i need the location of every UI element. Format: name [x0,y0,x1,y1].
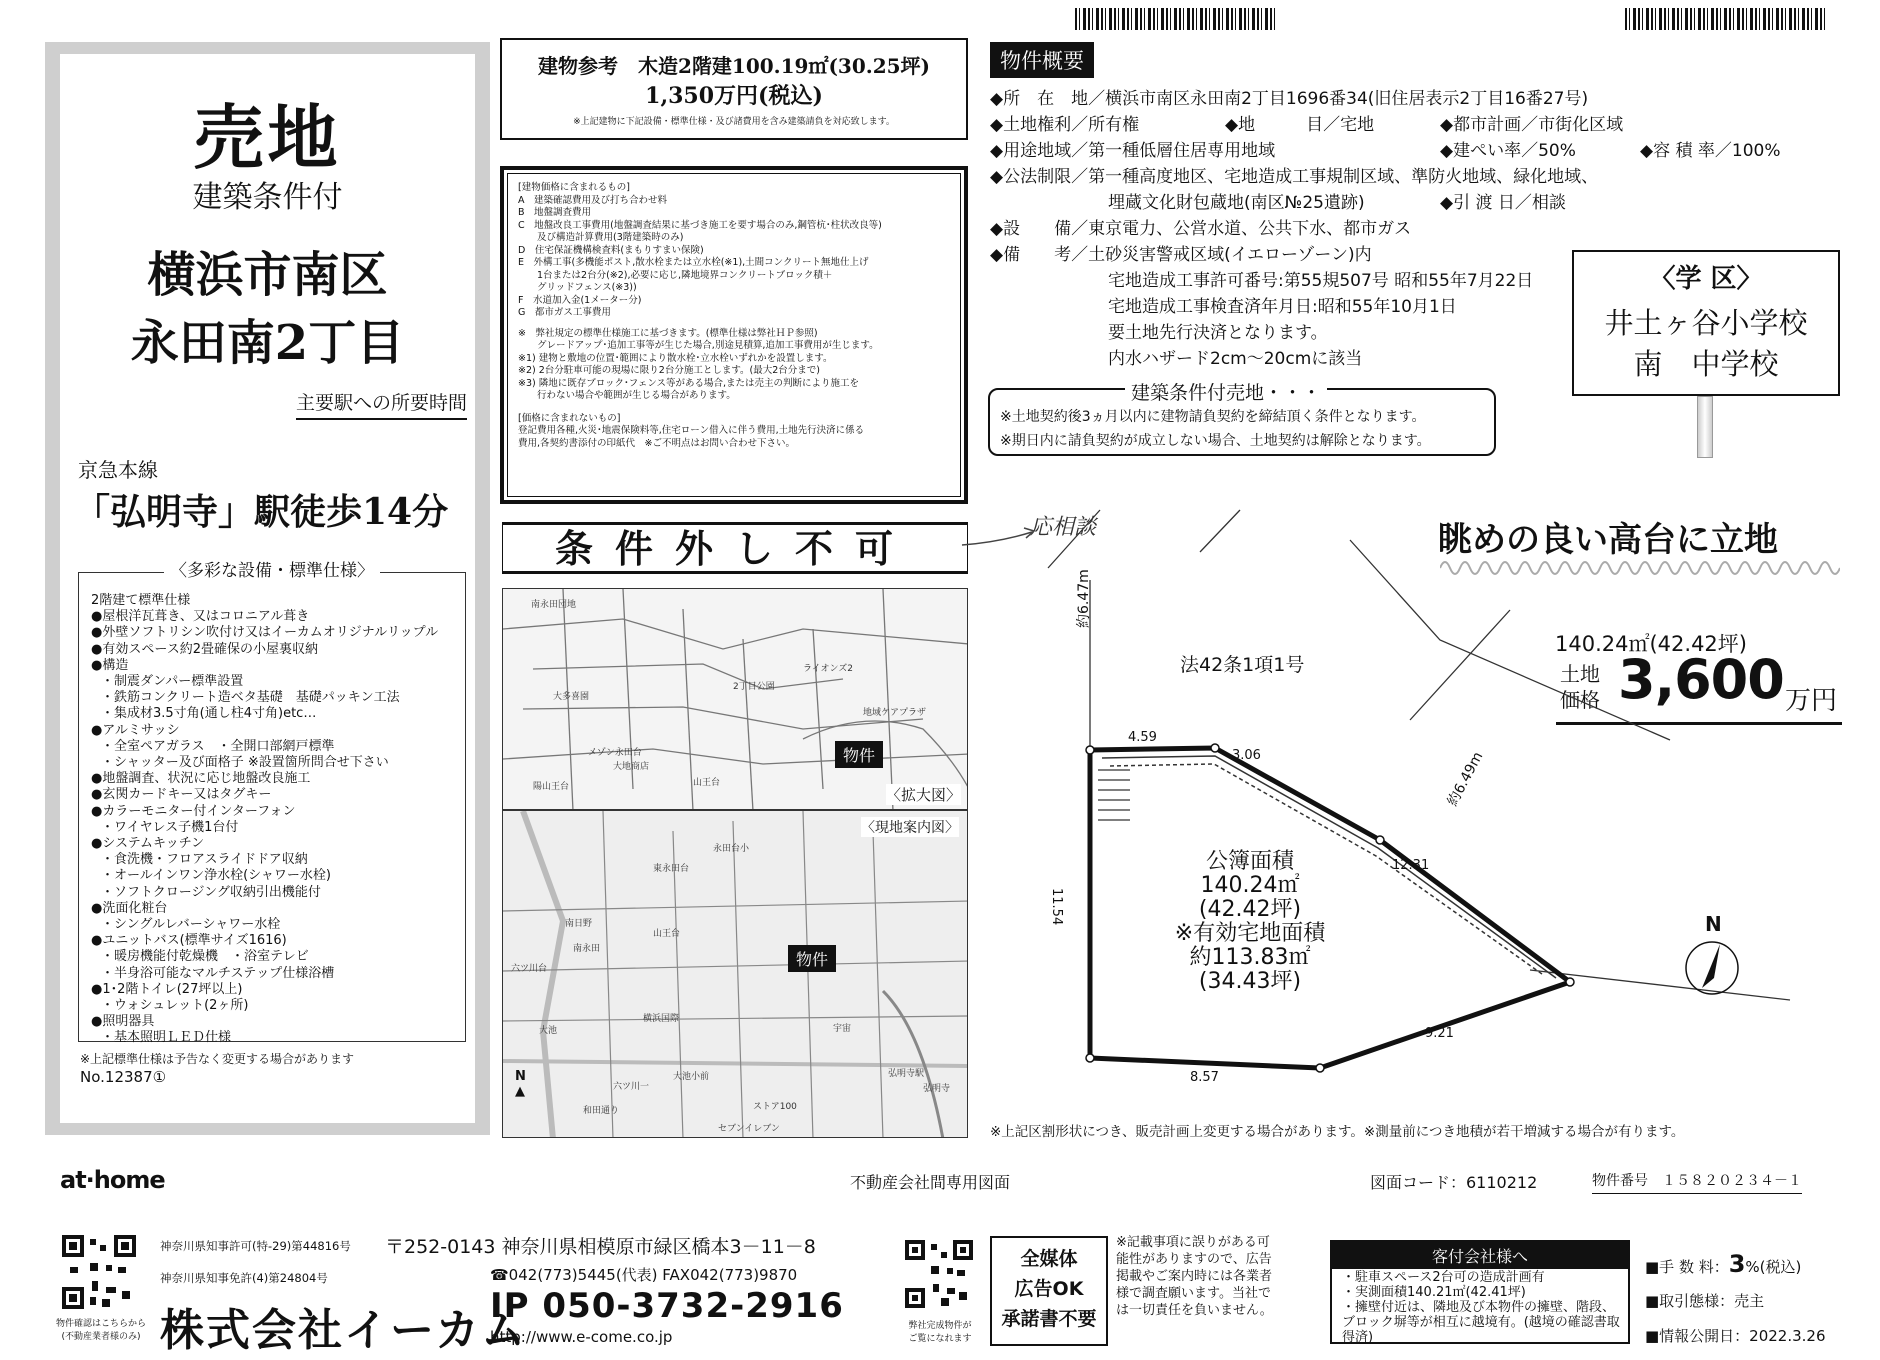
qr-note-right: 弊社完成物件が ご覧になれます [908,1321,972,1344]
map-label: 山王台 [693,778,721,788]
map-label: 弘明寺駅 [888,1069,925,1079]
equipment-box [78,561,466,1046]
included-title: [建物価格に含まれるもの] [518,182,630,193]
qr-code-right [905,1240,973,1308]
overview-line: ◆建ぺい率／50% [1440,141,1576,161]
building-price: 1,350万円(税込) [645,83,823,109]
property-number: 物件番号 １５８２０２３４－１ [1592,1170,1802,1194]
access-title: 主要駅への所要時間 [296,388,467,420]
build-condition-line1: ※土地契約後3ヵ月以内に建物請負契約を締結頂く条件となります。 [1000,409,1426,425]
map-label: 横浜国際 [643,1014,680,1024]
included-item: F 水道加入金(1メーター分) [518,294,642,306]
equipment-item: ●カラーモニター付インターフォン [91,803,296,819]
included-item: C 地盤改良工事費用(地盤調査結果に基づき施工を要す場合のみ,鋼管杭･柱状改良等) [518,219,882,231]
overview-line: 埋蔵文化財包蔵地(南区№25遺跡) [1108,193,1365,213]
company-tel: ☎042(773)5445(代表) FAX042(773)9870 [490,1266,798,1284]
included-items [518,195,950,320]
build-condition-box [988,382,1496,456]
school-elementary: 井土ヶ谷小学校 [1604,306,1808,340]
dim-diagonal: 12.31 [1392,858,1430,873]
map-label: 東永田台 [653,864,690,874]
license-2: 神奈川県知事免許(4)第24804号 [160,1271,328,1285]
dim-top: 3.06 [1232,748,1261,763]
map-site-streets [503,811,968,1138]
overview-line: ◆地 目／宅地 [1225,115,1375,135]
included-item: A 建築確認費用及び打ち合わせ料 [518,194,667,206]
equipment-item: ●システムキッチン [91,836,205,852]
equipment-item: ●有効スペース約2畳確保の小屋裏収納 [91,641,318,657]
map-label: 弘明寺 [923,1084,951,1094]
agent-title: 客付会社様へ [1332,1242,1628,1269]
price-unit: 万円 [1785,686,1838,716]
equipment-item: ●構造 [91,657,129,673]
company-ip-phone: IP 050-3732-2916 [490,1286,844,1326]
equipment-item: ●地盤調査、状況に応じ地盤改良施工 [91,771,311,787]
athome-logo: at·home [60,1166,165,1194]
equipment-item: ・ワイヤレス子機1台付 [101,819,239,835]
included-item: E 外構工事(多機能ポスト,散水栓または立水栓(※1),土間コンクリート無地仕上げ [518,257,869,268]
price-label-top: 土地 [1560,662,1600,686]
equipment-item: ・半身浴可能なマルチステップ仕様浴槽 [101,965,335,981]
school-junior: 南 中学校 [1633,347,1779,381]
price-area: 140.24㎡(42.42坪) [1555,632,1747,656]
qr-code-left [62,1235,136,1309]
equipment-item: ・集成材3.5寸角(通し柱4寸角)etc… [101,706,317,722]
overview-line: 要土地先行決済となります。 [1108,323,1328,343]
dim-top-left: 4.59 [1128,730,1157,745]
overview-line: ◆設 備／東京電力、公営水道、公共下水、都市ガス [990,219,1412,239]
map-label: 大池小前 [673,1072,710,1082]
equipment-item: ・食洗機・フロアスライドドア収納 [101,852,308,868]
plot-area-block [1125,850,1375,994]
map-label: ライオンズ2 [803,664,853,674]
map-label: 永田台小 [713,844,750,854]
condition-banner [502,522,968,574]
equipment-item: ●1･2階トイレ(27坪以上) [91,981,243,997]
map-label: 六ツ川台 [511,964,548,974]
headline: 売地 [193,96,342,179]
license-1: 神奈川県知事許可(特-29)第44816号 [160,1239,351,1253]
overview-line: ◆公法制限／第一種高度地区、宅地造成工事規制区域、準防火地域、緑化地域、 [990,167,1599,187]
map-label: 陽山王台 [533,782,570,792]
included-note: グレードアップ･追加工事等が生じた場合,別途見積算,追加工事費用が生じます。 [518,340,879,351]
overview-line: ◆土地権利／所有権 [990,115,1140,135]
school-district-sign [1572,250,1840,396]
fee [1645,1250,1801,1278]
map-label: ストア100 [753,1102,797,1112]
station-access: 「弘明寺」駅徒歩14分 [74,491,449,533]
road-law: 法42条1項1号 [1180,654,1305,676]
plot-north-label: N [1705,912,1722,936]
fee-label: ■手 数 料： [1645,1258,1729,1276]
plot-area-title: 公簿面積 [1205,849,1294,874]
agent-box [1330,1240,1630,1344]
included-item: D 住宅保証機構検査料(まもりすまい保険) [518,244,704,256]
north-arrow-icon: N ▲ [515,1069,526,1099]
map-label: メゾン永田台 [588,748,642,758]
map-label: 宇宙 [833,1024,852,1034]
equipment-item: ・シングルレバーシャワー水栓 [101,917,281,933]
included-note: 行わない場合や範囲が生じる場合があります。 [518,390,736,401]
dim-bottom-right: 9.21 [1425,1026,1454,1041]
building-note: ※上記建物に下記設備・標準仕様・及び諸費用を含み建築請負を対応致します。 [573,117,895,127]
price-label-bottom: 価格 [1560,688,1600,712]
plot-note: ※上記区割形状につき、販売計画上変更する場合があります。※測量前につき地積が若干増減する場合が有ります。 [990,1124,1685,1140]
dim-bottom: 8.57 [1190,1070,1219,1085]
fee-unit: %(税込) [1745,1258,1802,1276]
media-line3: 承諾書不要 [1001,1308,1097,1330]
media-line1: 全媒体 [1020,1248,1078,1270]
line-name: 京急本線 [78,458,158,482]
plot-effective-m2: 約113.83㎡ [1189,945,1311,970]
map-label: 大地商店 [613,762,650,772]
equipment-item: ・オールインワン浄水栓(シャワー水栓) [101,868,331,884]
plot-area-m2: 140.24㎡ [1200,873,1300,898]
equipment-item: 2階建て標準仕様 [91,593,191,608]
map-label: 大池 [539,1026,558,1036]
price-value: 3,600 [1618,648,1784,711]
map-enlarged [502,588,968,810]
map-label: 南永田団地 [531,600,577,610]
map-label: 2丁目公園 [733,682,775,692]
equipment-item: ●ユニットバス(標準サイズ1616) [91,933,287,949]
overview-line: ◆備 考／土砂災害警戒区域(イエローゾーン)内 [990,245,1372,265]
handwritten-note: 応相談 [1030,515,1097,540]
map-label: 六ツ川一 [613,1082,650,1092]
building-line1: 建物参考 木造2階建100.19㎡(30.25坪) [537,54,930,78]
footer-center: 不動産会社間専用図面 [850,1173,1011,1192]
map-label: 地域ケアプラザ [863,708,927,718]
dim-left: 11.54 [1049,888,1064,926]
barcode-left [1075,8,1275,30]
map-label: 山王台 [653,929,681,939]
company-name: 株式会社イーカム [160,1305,528,1356]
included-note: ※1) 建物と敷地の位置･範囲により散水栓･立水栓いずれかを設置します。 [518,352,833,364]
road-width-left: 約6.47m [1076,569,1092,628]
transaction-mode: ■取引態様：売主 [1645,1292,1765,1310]
condition-banner-text: 条件外し不可 [554,527,915,571]
included-item: G 都市ガス工事費用 [518,307,611,318]
equipment-item: ●洗面化粧台 [91,900,168,916]
map-site-property-tag: 物件 [788,945,836,972]
publish-date: ■情報公開日：2022.3.26 [1645,1327,1826,1345]
excluded-item: 登記費用各種,火災･地震保険料等,住宅ローン借入に伴う費用,土地先行決済に係る [518,425,865,436]
map-label: 和田通り [583,1106,620,1116]
company-address: 〒252-0143 神奈川県相模原市緑区橋本3－11－8 [385,1236,816,1258]
overview-line: ◆所 在 地／横浜市南区永田南2丁目1696番34(旧住居表示2丁目16番27号) [990,89,1589,109]
overview-line: ◆用途地域／第一種低層住居専用地域 [990,141,1276,161]
building-reference-box [500,38,968,140]
disclaimer: ※記載事項に誤りがある可能性がありますので、広告掲載やご案内時には各業者様で調査願います。当社では一切責任を負いません。 [1116,1235,1273,1318]
equipment-item: ・基本照明ＬＥＤ仕様 [101,1030,232,1046]
spec-note: ※上記標準仕様は予告なく変更する場合があります [80,1052,355,1066]
equipment-list [91,593,453,1047]
map-enlarged-label: 〈拡大図〉 [885,786,961,804]
included-note: ※3) 隣地に既存ブロック･フェンス等がある場合,または売主の判断により施工を [518,377,860,389]
media-ok-box [990,1236,1108,1346]
included-item: 及び構造計算費用(3階建築時のみ) [518,232,684,243]
equipment-item: ・シャッター及び面格子 ※設置箇所問合せ下さい [101,755,389,771]
included-box [500,166,968,504]
map-label: 南永田 [573,944,601,954]
excluded-item: 費用,各契約書添付の印紙代 ※ご不明点はお問い合わせ下さい。 [518,437,795,449]
overview-line: ◆容 積 率／100% [1640,141,1781,161]
overview-title: 物件概要 [990,42,1094,78]
included-item: B 地盤調査費用 [518,207,592,218]
equipment-title: 〈多彩な設備・標準仕様〉 [164,561,380,581]
overview-line: 宅地造成工事許可番号:第55規507号 昭和55年7月22日 [1108,271,1534,291]
equipment-item: ・制震ダンパー標準設置 [101,674,244,690]
town: 永田南2丁目 [130,315,405,371]
fee-value: 3 [1728,1250,1746,1278]
map-label: 大多喜園 [553,692,590,702]
overview-line: ◆都市計画／市街化区域 [1440,115,1624,135]
media-line2: 広告OK [1014,1278,1084,1300]
map-label: 南日野 [565,919,593,929]
equipment-item: ・鉄筋コンクリート造ベタ基礎 基礎パッキン工法 [101,690,400,706]
build-condition-line2: ※期日内に請負契約が成立しない場合、土地契約は解除となります。 [1000,433,1431,449]
equipment-item: ・暖房機能付乾燥機 ・浴室テレビ [101,949,309,965]
qr-note-left: 物件確認はこちらから (不動産業者様のみ) [55,1319,146,1342]
left-panel [45,42,490,1135]
condition: 建築条件付 [192,180,343,215]
plot-effective-tsubo: (34.43坪) [1198,969,1302,994]
company-url[interactable]: http://www.e-come.co.jp [490,1328,673,1346]
plot-diagram [990,500,1840,1130]
equipment-item: ・ウォシュレット(2ヶ所) [101,998,249,1014]
included-note: ※2) 2台分駐車可能の現場に限り2台分施工とします。(最大2台分まで) [518,365,821,376]
equipment-item: ●屋根洋瓦葺き、又はコロニアル葺き [91,609,310,625]
equipment-item: ・ソフトクロージング収納引出機能付 [101,884,321,900]
equipment-item: ●照明器具 [91,1014,155,1030]
sign-post [1697,396,1713,458]
excluded-title: [価格に含まれないもの] [518,412,621,424]
included-item: 1台または2台分(※2),必要に応じ,隣地境界コンクリートブロック積＋ [518,269,833,281]
overview-line: 内水ハザード2cm〜20cmに該当 [1108,349,1363,369]
map-property-tag: 物件 [835,741,883,768]
overview-line: 宅地造成工事検査済年月日:昭和55年10月1日 [1108,297,1457,317]
map-site [502,810,968,1138]
map-label: セブンイレブン [718,1124,780,1134]
overview-line: ◆引 渡 日／相談 [1440,193,1566,213]
catchphrase: 眺めの良い高台に立地 [1438,520,1778,560]
drawing-code: 図面コード：6110212 [1370,1173,1538,1192]
included-notes [518,328,950,403]
build-condition-title: 建築条件付売地・・・ [1125,378,1327,405]
agent-item: ・実測面積140.21㎡(42.41坪) [1342,1285,1526,1300]
school-title: 〈学 区〉 [1649,264,1763,294]
road-width-right: 約6.49m [1444,749,1487,809]
excluded-items [518,425,950,450]
listing-number: No.12387① [80,1068,167,1086]
city: 横浜市南区 [147,247,388,303]
equipment-item: ●アルミサッシ [91,722,180,738]
barcode-right [1625,8,1825,30]
agent-item: ・駐車スペース2台可の造成計画有 [1342,1270,1545,1285]
included-item: グリッドフェンス(※3)) [518,282,637,293]
included-note: ※ 弊社規定の標準仕様施工に基づきます。(標準仕様は弊社ＨＰ参照) [518,327,818,339]
plot-effective: ※有効宅地面積 [1174,921,1326,946]
equipment-item: ●玄関カードキー又はタグキー [91,787,272,803]
equipment-item: ●外壁ソフトリシン吹付け又はイーカムオリジナルリップル [91,625,439,641]
agent-item: ・擁壁付近は、隣地及び本物件の擁壁、階段、ブロック塀等が相互に越境有。(越境の確認書取得済) [1342,1300,1620,1345]
equipment-item: ・全室ペアガラス ・全開口部網戸標準 [101,738,335,754]
plot-area-tsubo: (42.42坪) [1198,897,1302,922]
map-site-label: 〈現地案内図〉 [861,817,959,837]
